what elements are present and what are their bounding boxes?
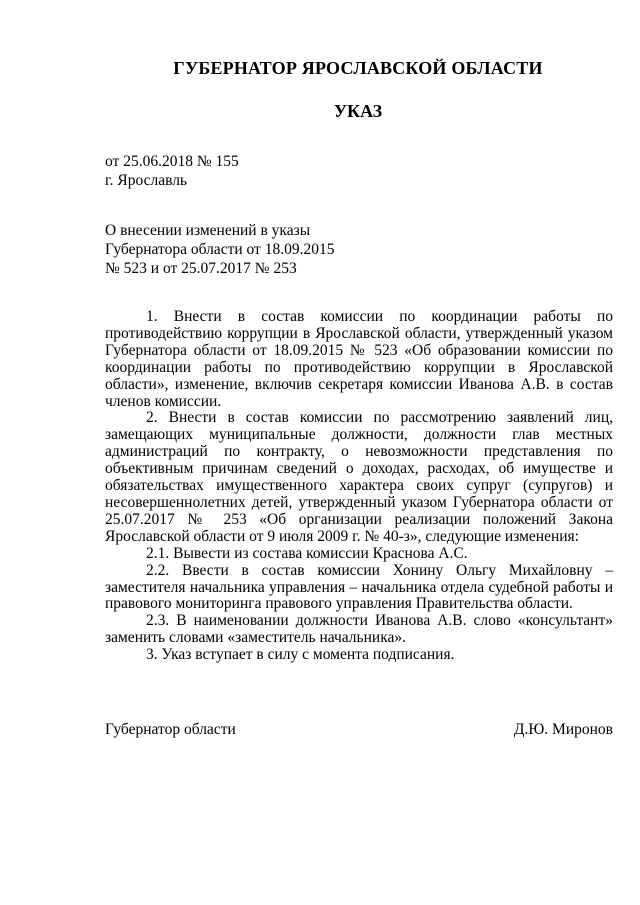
subject-line-1: О внесении изменений в указы [105,222,311,239]
paragraph-2: 2. Внести в состав комиссии по рассмотрению заявлений лиц, замещающих муниципальные должности, должности глав местных администраций по контракту, о невозможности представления по объективным причинам сведений о доходах, расходах, об имуществе и обязательствах имущественного характера своих супруг (супругов) и несовершеннолетних детей, утвержденный указом Губернатора области от 25.07.2017 № 253 «Об организации реализации положений Закона Ярославской области от 9 июля 2009 г. № 40-з», следующие изменения: [105,409,613,545]
document-type-title: УКАЗ [333,101,383,121]
paragraph-1: 1. Внести в состав комиссии по координации работы по противодействию коррупции в Ярославской области, утвержденный указом Губернатора области от 18.09.2015 № 523 «Об образовании комиссии по координации работы по противодействию коррупции в Ярославской области», изменение, включив секретаря комиссии Иванова А.В. в состав членов комиссии. [105,308,613,410]
document-body [105,309,613,664]
signature-block [105,721,613,739]
paragraph-3: 3. Указ вступает в силу с момента подписания. [146,646,455,664]
signatory-position: Губернатор области [105,721,236,738]
document-meta [105,152,239,190]
city: г. Ярославль [105,172,187,189]
paragraph-2-1: 2.1. Вывести из состава комиссии Краснова А.С. [146,544,468,562]
paragraph-2-2: 2.2. Ввести в состав комиссии Хонину Ольгу Михайловну – заместителя начальника управления – начальника отдела судебной работы и правового мониторинга правового управления Правительства области. [105,561,613,613]
date-number: от 25.06.2018 № 155 [105,153,239,170]
paragraph-2-3: 2.3. В наименовании должности Иванова А.В. слово «консультант» заменить словами «заместитель начальника». [105,612,613,647]
signatory-name: Д.Ю. Миронов [513,721,613,738]
document-issuer-title: ГУБЕРНАТОР ЯРОСЛАВСКОЙ ОБЛАСТИ [173,58,543,78]
subject-line-2: Губернатора области от 18.09.2015 [105,241,335,258]
subject-line-3: № 523 и от 25.07.2017 № 253 [105,260,297,277]
document-subject [105,221,334,278]
